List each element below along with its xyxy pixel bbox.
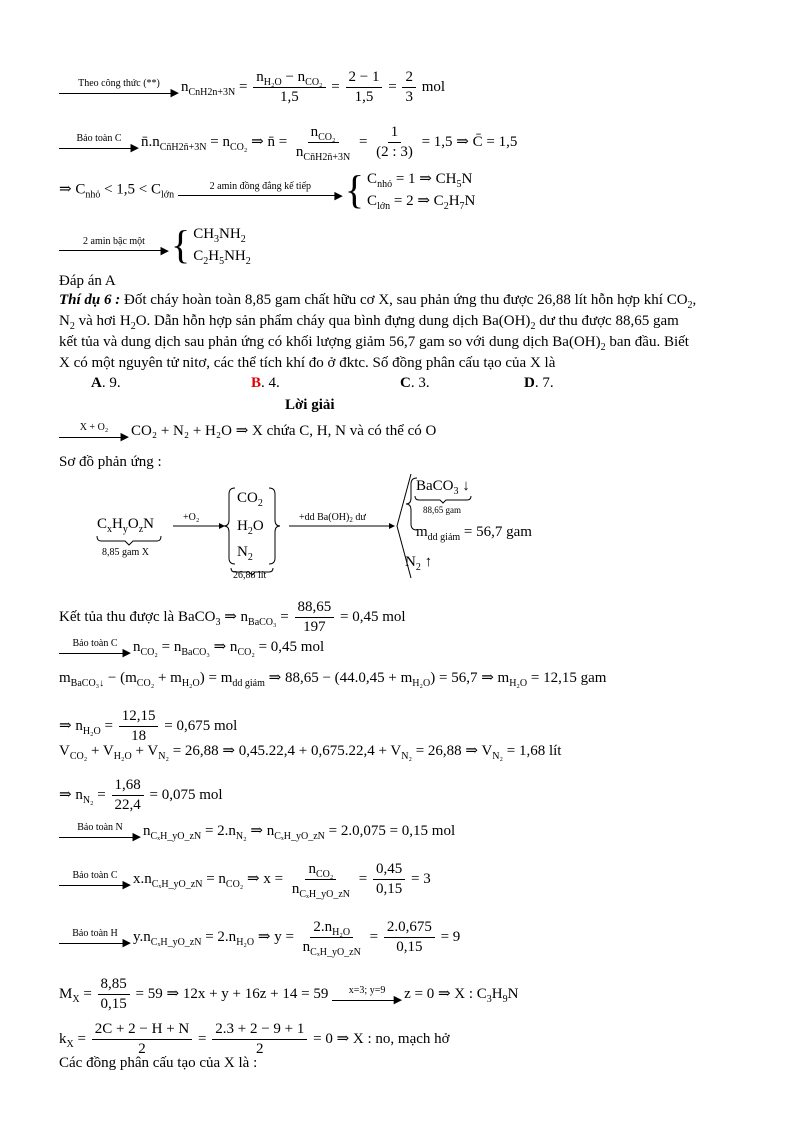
solution-line-12: $k_X$ = $\frac{2C + 2 - H + N}{2}$ = $\frac{2.3 + 2 - 9 + 1}{2}$ = 0 ⇒ X : no, mạch hở bbox=[59, 1021, 450, 1057]
gas-co2: $CO_2$ bbox=[237, 490, 263, 509]
formula-line-3: ⇒ $C_{nhỏ} < 1,5 < C_{lớn}$ 2 amin đồng đẳng kế tiếp ▶ { $C_{nhỏ} = 1$ ⇒ $CH_5N$ $C_{lớn} = 2$ ⇒ $C_2H_7N$ bbox=[59, 167, 476, 212]
example-title: Thí dụ 6 : bbox=[59, 292, 121, 308]
solution-line-9: Bảo toàn C ▶ $x.n_{C_xH\_yO\_zN} = n_{CO_2}$ ⇒ x = $\frac{n_{CO_2}}{n_{C_xH\_yO\_zN}}$ = $\frac{0,45}{0,15}$ = 3 bbox=[59, 860, 431, 899]
arrow-bao-toan-c: Bảo toàn C ▶ bbox=[59, 133, 139, 152]
example-line-2: $N_2$ và hơi $H_2O$. Dẫn hỗn hợp sản phẩm cháy qua bình đựng dung dịch $Ba(OH)_2$ dư thu được 88,65 gam bbox=[59, 313, 679, 332]
product-mass-decrease: $m_{dd giảm} = 56,7$ gam bbox=[416, 524, 532, 543]
arrow-theo-cong-thuc: Theo công thức (**) ▶ bbox=[59, 78, 179, 97]
solution-line-7: ⇒ $n_{N_2}$ = $\frac{1,68}{22,4}$ = 0,075 mol bbox=[59, 777, 223, 813]
reaction-scheme bbox=[59, 470, 579, 590]
product-baco3: BaCO$_3$ ↓ bbox=[416, 478, 470, 497]
product-n2: $N_2$ ↑ bbox=[405, 554, 433, 573]
product-baco3-note: 88,65 gam bbox=[423, 505, 461, 515]
arrow-dong-dang: 2 amin đồng đẳng kế tiếp ▶ bbox=[178, 181, 343, 200]
arrow-x-o2: X + O₂ ▶ bbox=[59, 422, 129, 441]
arrow-bao-toan-c: Bảo toàn C ▶ bbox=[59, 638, 131, 657]
solution-line-10: Bảo toàn H ▶ $y.n_{C_xH\_yO\_zN} = 2.n_{H_2O}$ ⇒ y = $\frac{2.n_{H_2O}}{n_{C_xH\_yO\_zN}}$ = $\frac{2.0,675}{0,15}$ = 9 bbox=[59, 918, 460, 957]
arrow1-label: +O₂ bbox=[183, 512, 200, 523]
gas-n2: $N_2$ bbox=[237, 544, 253, 563]
solution-line-11: $M_X$ = $\frac{8,85}{0,15}$ = 59 ⇒ 12x + y + 16z + 14 = 59 x=3; y=9 ▶ z = 0 ⇒ X : $C_3H_9N$ bbox=[59, 976, 519, 1012]
formula-line-2: Bảo toàn C ▶ $n̄.n_{Cn̄H2n̄+3N} = n_{CO_2}$ ⇒ n̄ = $\frac{n_{CO_2}}{n_{Cn̄H2n̄+3N}}$ = $\frac{1}{(2 : 3)}$ = 1,5 ⇒ C̄ = 1,5 bbox=[59, 123, 517, 162]
solution-line-5: ⇒ $n_{H_2O}$ = $\frac{12,15}{18}$ = 0,675 mol bbox=[59, 708, 238, 744]
reactant-formula: $C_xH_yO_zN$ bbox=[97, 516, 154, 535]
example-line-3: kết tủa và dung dịch sau phản ứng có khối lượng giảm 56,7 gam so với dung dịch $Ba(OH)_2$ ban đầu. Biết bbox=[59, 334, 689, 353]
arrow-x3-y9: x=3; y=9 ▶ bbox=[332, 985, 402, 1004]
solution-line-4: $m_{BaCO_3↓} - (m_{CO_2} + m_{H_2O}) = m_{dd giảm}$ ⇒ $88,65 - (44.0,45 + m_{H_2O}) = 56,7$ ⇒ $m_{H_2O} = 12,15$ gam bbox=[59, 670, 607, 689]
brace-system: { bbox=[344, 167, 365, 212]
solution-title: Lời giải bbox=[285, 397, 335, 413]
gases-note: 26,88 lít bbox=[233, 570, 267, 581]
gas-h2o: $H_2O$ bbox=[237, 518, 264, 537]
option-a[interactable]: A. 9. bbox=[91, 375, 121, 391]
scheme-title: Sơ đồ phản ứng : bbox=[59, 454, 162, 470]
option-d[interactable]: D. 7. bbox=[524, 375, 554, 391]
reactant-note: 8,85 gam X bbox=[102, 547, 149, 558]
previous-answer: Đáp án A bbox=[59, 273, 116, 289]
solution-line-8: Bảo toàn N ▶ $n_{C_xH\_yO\_zN} = 2.n_{N_2}$ ⇒ $n_{C_xH\_yO\_zN} = 2.0,075 = 0,15$ mol bbox=[59, 822, 455, 841]
brace-system: { bbox=[171, 222, 191, 267]
arrow-bao-toan-n: Bảo toàn N ▶ bbox=[59, 822, 141, 841]
example-line-4: X có một nguyên tử nitơ, các thể tích khí đo ở đktc. Số đồng phân cấu tạo của X là bbox=[59, 355, 556, 371]
option-c[interactable]: C. 3. bbox=[400, 375, 430, 391]
arrow-bao-toan-c: Bảo toàn C ▶ bbox=[59, 870, 131, 889]
solution-line-2: Kết tủa thu được là BaCO$_3$ ⇒ $n_{BaCO_3}$ = $\frac{88,65}{197}$ = 0,45 mol bbox=[59, 599, 406, 635]
formula-line-4: 2 amin bậc một ▶ { $CH_3NH_2$ $C_2H_5NH_2$ bbox=[59, 223, 251, 267]
solution-line-1: X + O₂ ▶ CO₂ + N₂ + H₂O ⇒ X chứa C, H, N và có thể có O bbox=[59, 422, 436, 441]
solution-line-6: $V_{CO_2} + V_{H_2O} + V_{N_2} = 26,88$ ⇒ $0,45.22,4 + 0,675.22,4 + V_{N_2} = 26,88$ ⇒ $V_{N_2} = 1,68$ lít bbox=[59, 743, 562, 762]
formula-line-1: Theo công thức (**) ▶ $n_{CnH2n+3N}$ = $\frac{n_{H_2O} - n_{CO_2}}{1,5}$ = $\frac{2 - 1}{1,5}$ = $\frac{2}{3}$ mol bbox=[59, 68, 445, 107]
arrow2-label: +dd $Ba(OH)_2$ dư bbox=[299, 512, 366, 524]
arrow-amin-bac-mot: 2 amin bậc một ▶ bbox=[59, 236, 169, 255]
arrow-bao-toan-h: Bảo toàn H ▶ bbox=[59, 928, 131, 947]
solution-line-3: Bảo toàn C ▶ $n_{CO_2} = n_{BaCO_3}$ ⇒ $n_{CO_2} = 0,45$ mol bbox=[59, 638, 324, 657]
closing-line: Các đồng phân cấu tạo của X là : bbox=[59, 1055, 258, 1071]
example-line-1: Thí dụ 6 : Đốt cháy hoàn toàn 8,85 gam chất hữu cơ X, sau phản ứng thu được 26,88 lít hỗn hợp khí $CO_2$, bbox=[59, 292, 697, 311]
answer-options bbox=[59, 374, 759, 394]
option-b[interactable]: B. 4. bbox=[251, 375, 280, 391]
